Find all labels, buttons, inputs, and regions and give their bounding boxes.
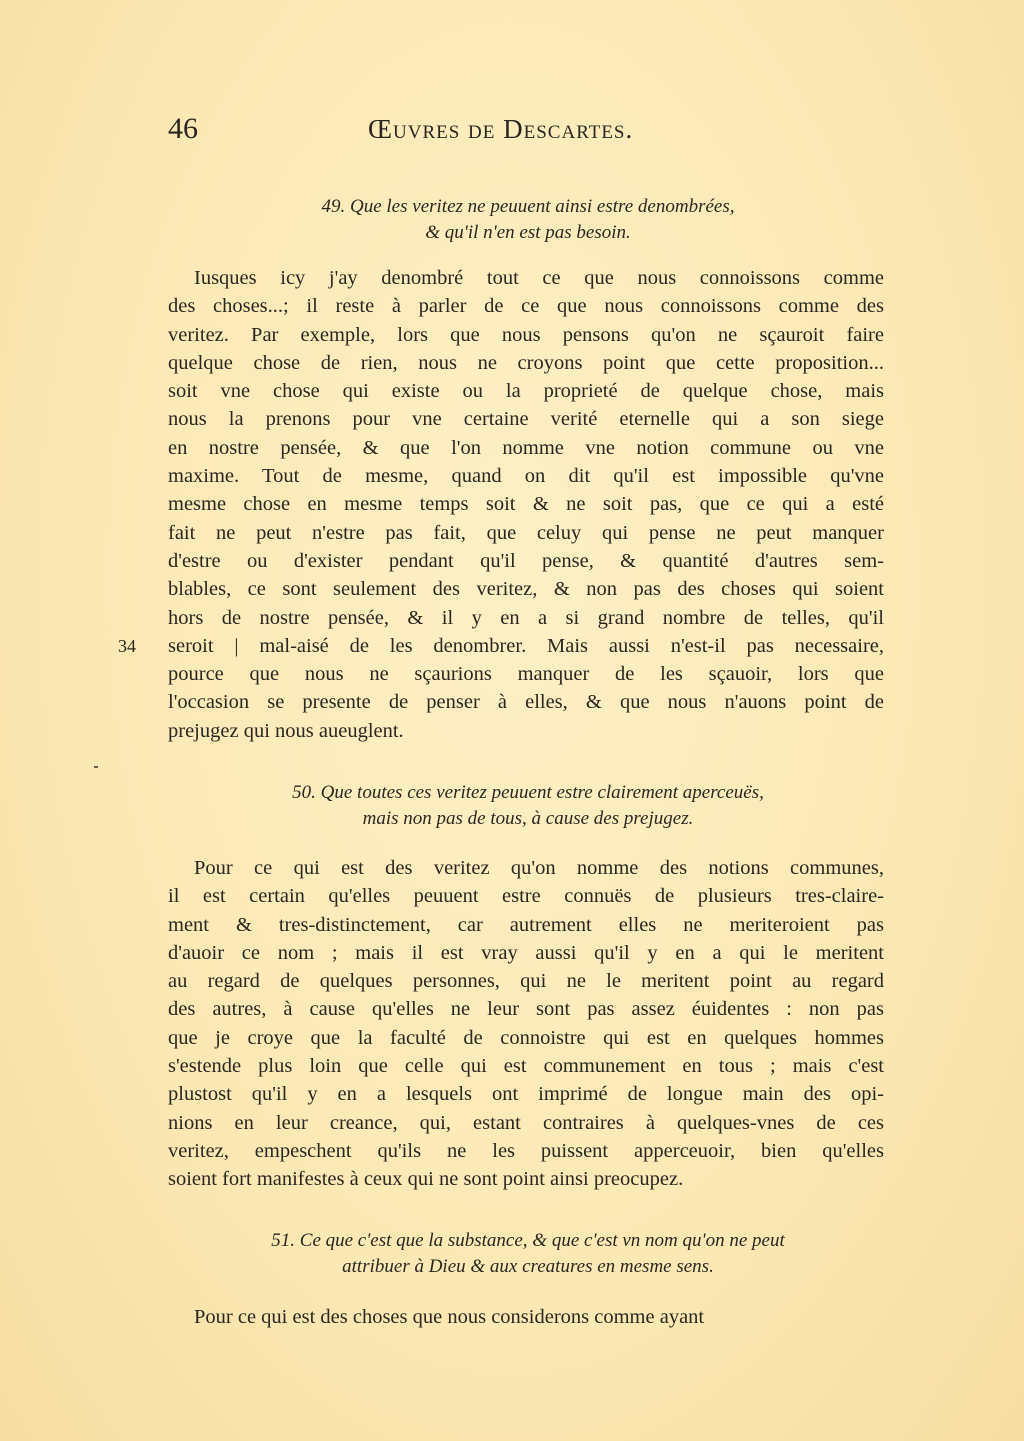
text-line: hors de nostre pensée, & il y en a si grand nombre de telles, qu'il — [168, 606, 884, 629]
text-line: d'estre ou d'exister pendant qu'il pense, & quantité d'autres sem- — [168, 549, 884, 572]
heading-line: 49. Que les veritez ne peuuent ainsi estre denombrées, — [321, 196, 735, 217]
page-number: 46 — [168, 112, 198, 145]
text-line: nous la prenons pour vne certaine verité eternelle qui a son siege — [168, 408, 884, 431]
text-line: l'occasion se presente de penser à elles, & que nous n'auons point de — [168, 691, 884, 714]
text-line: nions en leur creance, qui, estant contraires à quelques-vnes de ces — [168, 1111, 884, 1134]
text-line: soient fort manifestes à ceux qui ne sont point ainsi preocupez. — [168, 1168, 684, 1191]
text-line: seroit | mal-aisé de les denombrer. Mais aussi n'est-il pas necessaire, — [168, 634, 884, 657]
text-line: veritez. Par exemple, lors que nous pensons qu'on ne sçauroit faire — [168, 323, 884, 346]
text-line: fait ne peut n'estre pas fait, que celuy qui pense ne peut manquer — [168, 521, 884, 544]
text-line: d'auoir ce nom ; mais il est vray aussi qu'il y en a qui le meritent — [168, 941, 884, 964]
text-line: quelque chose de rien, nous ne croyons point que cette proposition... — [168, 351, 884, 374]
text-line: Pour ce qui est des choses que nous considerons comme ayant — [194, 1306, 705, 1328]
text-line: au regard de quelques personnes, qui ne le meritent point au regard — [168, 970, 884, 993]
text-line: Iusques icy j'ay denombré tout ce que nous connoissons comme — [194, 267, 884, 289]
text-line: maxime. Tout de mesme, quand on dit qu'il est impossible qu'vne — [168, 465, 884, 488]
text-line: plustost qu'il y en a lesquels ont imprimé de longue main des opi- — [168, 1083, 884, 1106]
text-line: des autres, à cause qu'elles ne leur sont pas assez éuidentes : non pas — [168, 998, 884, 1021]
running-title: Œuvres de Descartes. — [368, 114, 634, 144]
text-line: en nostre pensée, & que l'on nomme vne notion commune ou vne — [168, 436, 884, 459]
paragraph-50 — [168, 854, 884, 1194]
section-heading-49 — [168, 194, 888, 246]
margin-mark — [94, 766, 98, 768]
paragraph-51 — [168, 1303, 884, 1331]
text-line: que je croye que la faculté de connoistre qui est en quelques hommes — [168, 1026, 884, 1049]
heading-line: mais non pas de tous, à cause des prejugez. — [362, 808, 694, 829]
margin-page-number: 34 — [118, 636, 136, 656]
heading-line: 50. Que toutes ces veritez peuuent estre clairement aperceuës, — [292, 782, 764, 803]
heading-line: 51. Ce que c'est que la substance, & que c'est vn nom qu'on ne peut — [271, 1230, 785, 1251]
text-line: ment & tres-distinctement, car autrement elles ne meriteroient pas — [168, 913, 884, 936]
text-line: mesme chose en mesme temps soit & ne soit pas, que ce qui a esté — [168, 493, 884, 516]
text-line: blables, ce sont seulement des veritez, & non pas des choses qui soient — [168, 578, 884, 601]
heading-line: & qu'il n'en est pas besoin. — [425, 222, 631, 243]
text-line: Pour ce qui est des veritez qu'on nomme des notions communes, — [194, 857, 884, 879]
page-header — [168, 112, 888, 152]
section-heading-51 — [168, 1228, 888, 1280]
text-line: s'estende plus loin que celle qui est communement en tous ; mais c'est — [168, 1055, 884, 1078]
text-line: prejugez qui nous aueuglent. — [168, 719, 404, 742]
text-line: des choses...; il reste à parler de ce que nous connoissons comme des — [168, 295, 884, 318]
text-line: veritez, empeschent qu'ils ne les puissent apperceuoir, bien qu'elles — [168, 1139, 884, 1162]
text-line: il est certain qu'elles peuuent estre connuës de plusieurs tres-claire- — [168, 885, 884, 908]
paragraph-49 — [168, 264, 884, 745]
text-line: pource que nous ne sçaurions manquer de les sçauoir, lors que — [168, 663, 884, 686]
text-line: soit vne chose qui existe ou la proprieté de quelque chose, mais — [168, 380, 884, 403]
section-heading-50 — [168, 780, 888, 832]
heading-line: attribuer à Dieu & aux creatures en mesme sens. — [342, 1256, 714, 1277]
